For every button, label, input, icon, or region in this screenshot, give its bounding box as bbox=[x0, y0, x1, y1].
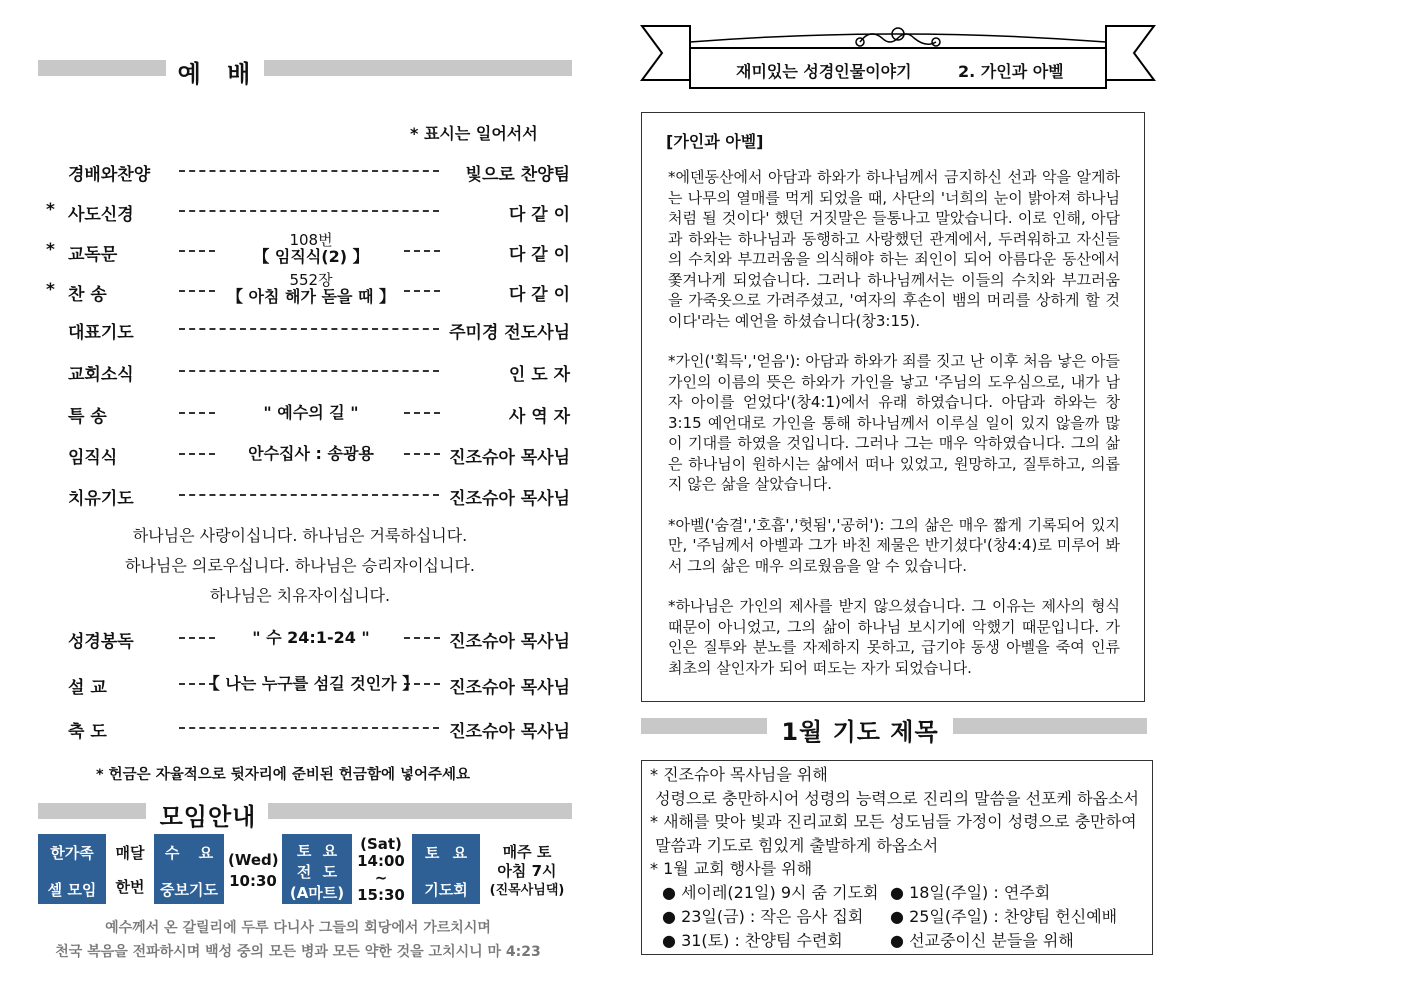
meeting-wednesday-time bbox=[228, 851, 278, 890]
meeting-cell-top: 토 요 bbox=[296, 842, 338, 860]
story-heading: [가인과 아벨] bbox=[666, 132, 764, 151]
story-paragraph: *하나님은 가인의 제사를 받지 않으셨습니다. 그 이유는 제사의 형식 때문이 아니었고, 그의 삶이 하나님 보시기에 악했기 때문입니다. 가인은 질투와 분노를 자제하지 못하고, 급기야 동생 아벨을 죽여 인류 최초의 살인자가 되어 떠도는 자가 되었습니다. bbox=[668, 597, 1120, 677]
bullet-icon: ● bbox=[662, 883, 676, 902]
service-item-number: 552장 bbox=[289, 271, 333, 289]
service-item-leader: 진조슈아 목사님 bbox=[449, 448, 570, 468]
prayer-event: 선교중이신 분들을 위해 bbox=[909, 931, 1074, 950]
service-item-label: 임직식 bbox=[68, 448, 118, 468]
service-item-detail: " 예수의 길 " bbox=[263, 403, 359, 422]
service-item-leader: 진조슈아 목사님 bbox=[449, 722, 570, 742]
worship-title-bar-left bbox=[38, 60, 166, 76]
service-item-label: 찬 송 bbox=[68, 285, 107, 305]
standing-marker: * bbox=[46, 240, 55, 260]
meeting-time-line: 아침 7시 bbox=[497, 862, 557, 880]
service-item-detail: 【 임직식(2) 】 bbox=[253, 247, 369, 266]
story-paragraph: *에덴동산에서 아담과 하와가 하나님께서 금지하신 선과 악을 알게하는 나무의 열매를 먹게 되었을 때, 사단의 '너희의 눈이 밝아져 하나님처럼 될 것이다' 했던 거짓말은 들통나고 말았습니다. 이로 인해, 아담과 하와는 하나님과 동행하고 사랑했던 관계에서, 두려워하고 자신들의 수치와 부끄러움을 의식해야 하는 죄인이 되어 아름다운 동산에서 쫓겨나게 되었습니다. 그러나 하나님께서는 이들의 수치와 부끄러움을 가죽옷으로 가려주셨고, '여자의 후손이 뱀의 머리를 상하게 할 것이다'라는 예언을 하셨습니다(창3:15). bbox=[668, 168, 1120, 330]
prayer-box bbox=[641, 760, 1153, 955]
meeting-saturday-time bbox=[354, 836, 408, 904]
meeting-cell-top: 토 요 bbox=[424, 844, 468, 862]
dashed-leader bbox=[179, 210, 439, 212]
prayer-title-bar-right bbox=[953, 718, 1147, 734]
service-item-detail: " 수 24:1-24 " bbox=[252, 628, 370, 647]
service-item-detail: 안수집사 : 송광용 bbox=[248, 444, 374, 463]
dashed-leader bbox=[179, 370, 439, 372]
meeting-time-line: (Sat) bbox=[360, 835, 402, 853]
meeting-cell-top: 한가족 bbox=[50, 844, 94, 862]
service-item-leader: 인 도 자 bbox=[508, 365, 570, 385]
standing-marker: * bbox=[46, 280, 55, 300]
meeting-time-line: 15:30 bbox=[357, 886, 405, 904]
meeting-cell-bottom: 중보기도 bbox=[160, 881, 218, 899]
meeting-time-line: (진목사님댁) bbox=[489, 883, 565, 898]
offering-note: * 헌금은 자율적으로 뒷자리에 준비된 헌금함에 넣어주세요 bbox=[96, 767, 471, 783]
meeting-family-cell bbox=[38, 834, 106, 904]
service-item-leader: 빛으로 찬양팀 bbox=[465, 165, 570, 185]
meeting-time-line: 매주 토 bbox=[502, 843, 552, 861]
bullet-icon: ● bbox=[662, 907, 676, 926]
service-row bbox=[46, 484, 570, 514]
prayer-event: 25일(주일) : 찬양팀 헌신예배 bbox=[909, 907, 1118, 926]
service-row bbox=[46, 627, 570, 657]
service-row bbox=[46, 443, 570, 473]
prayer-event-row bbox=[662, 929, 1074, 953]
story-paragraph: *아벨('숨결','호흡','헛됨','공허'): 그의 삶은 매우 짧게 기록되어 있지만, '주님께서 아벨과 그가 바친 제물은 반기셨다'(창4:4)로 미루어 봐서 그의 삶은 매우 의로웠음을 알 수 있습니다. bbox=[668, 515, 1120, 575]
prayer-line: 성령으로 충만하시어 성령의 능력으로 진리의 말씀을 선포케 하옵소서 bbox=[650, 788, 1139, 808]
story-body bbox=[668, 167, 1120, 698]
prayer-line: 말씀과 기도로 힘있게 출발하게 하옵소서 bbox=[650, 835, 939, 855]
service-row bbox=[46, 402, 570, 432]
prayer-event: 23일(금) : 작은 음사 집회 bbox=[681, 907, 864, 926]
service-item-leader: 진조슈아 목사님 bbox=[449, 678, 570, 698]
story-paragraph: *가인('획득','얻음'): 아담과 하와가 죄를 짓고 난 이후 처음 낳은 아들 가인의 이름의 뜻은 하와가 가인을 낳고 '주님의 도우심으로, 내가 남자 아이를 얻었다'(창4:1)에서 유래 하였습니다. 아담과 하와는 창3:15 예언대로 가인을 통해 하나님께서 이루실 일이 있지 않을까 많이 기대를 하였을 것입니다. 그러나 그는 매우 악하였습니다. 그의 삶은 하나님이 원하시는 삶에서 떠나 있었고, 원망하고, 질투하고, 의롭지 않은 삶을 살았습니다. bbox=[668, 352, 1120, 493]
prayer-list bbox=[650, 763, 1139, 881]
prayer-event-row bbox=[662, 881, 1051, 905]
service-item-label: 특 송 bbox=[68, 407, 107, 427]
service-item-leader: 진조슈아 목사님 bbox=[449, 632, 570, 652]
prayer-title: 1월 기도 제목 bbox=[781, 718, 939, 746]
service-item-leader: 주미경 전도사님 bbox=[449, 323, 570, 343]
story-box bbox=[641, 112, 1145, 702]
service-row bbox=[46, 200, 570, 230]
meeting-time-line: 10:30 bbox=[229, 872, 277, 890]
prayer-line: * 새해를 맞아 빛과 진리교회 모든 성도님들 가정이 성령으로 충만하여 bbox=[650, 812, 1137, 832]
service-row bbox=[46, 673, 570, 703]
meeting-saturday-outreach-cell bbox=[282, 834, 352, 904]
worship-title: 예 배 bbox=[177, 60, 253, 88]
meeting-time-line: 한번 bbox=[115, 878, 145, 896]
service-row bbox=[46, 160, 570, 190]
service-item-label: 대표기도 bbox=[68, 323, 134, 343]
meeting-time-line: 매달 bbox=[115, 844, 145, 862]
prayer-event: 18일(주일) : 연주회 bbox=[909, 883, 1051, 902]
meeting-family-time bbox=[108, 844, 152, 896]
meeting-wednesday-cell bbox=[154, 834, 224, 904]
standing-note: * 표시는 일어서서 bbox=[410, 124, 538, 143]
bullet-icon: ● bbox=[662, 931, 676, 950]
banner-series-title: 재미있는 성경인물이야기 bbox=[736, 62, 912, 81]
worship-title-bar-right bbox=[264, 60, 572, 76]
service-item-leader: 다 같 이 bbox=[508, 285, 570, 305]
bullet-icon: ● bbox=[890, 931, 904, 950]
meeting-cell-top: 수 요 bbox=[164, 844, 214, 862]
service-item-label: 치유기도 bbox=[68, 489, 134, 509]
dashed-leader bbox=[179, 727, 439, 729]
meetings-title-bar-left bbox=[38, 803, 146, 819]
service-row bbox=[46, 318, 570, 348]
meeting-time-line: (Wed) bbox=[228, 851, 279, 869]
service-item-label: 설 교 bbox=[68, 678, 107, 698]
meeting-cell-bottom: 셀 모임 bbox=[47, 881, 97, 899]
meeting-time-line: ~ bbox=[374, 869, 388, 887]
service-item-leader: 진조슈아 목사님 bbox=[449, 489, 570, 509]
bullet-icon: ● bbox=[890, 907, 904, 926]
praise-line: 하나님은 의로우십니다. 하나님은 승리자이십니다. bbox=[124, 556, 475, 575]
dashed-leader bbox=[179, 494, 439, 496]
service-item-label: 경배와찬양 bbox=[68, 165, 151, 185]
dashed-leader bbox=[179, 328, 439, 330]
service-item-detail: 【 아침 해가 돋을 때 】 bbox=[226, 287, 396, 306]
standing-marker: * bbox=[46, 200, 55, 220]
service-item-label: 성경봉독 bbox=[68, 632, 134, 652]
service-item-label: 사도신경 bbox=[68, 205, 134, 225]
praise-line: 하나님은 사랑이십니다. 하나님은 거룩하십니다. bbox=[132, 526, 468, 545]
service-row bbox=[46, 231, 570, 270]
meetings-title: 모임안내 bbox=[159, 803, 257, 831]
banner-episode-title: 2. 가인과 아벨 bbox=[958, 62, 1064, 81]
service-item-leader: 다 같 이 bbox=[508, 245, 570, 265]
meeting-cell-bottom: (A마트) bbox=[289, 884, 345, 902]
service-item-leader: 다 같 이 bbox=[508, 205, 570, 225]
service-row bbox=[46, 360, 570, 390]
dashed-leader bbox=[179, 170, 439, 172]
service-item-label: 축 도 bbox=[68, 722, 107, 742]
prayer-line: * 진조슈아 목사님을 위해 bbox=[650, 765, 828, 784]
meeting-time-line: 14:00 bbox=[357, 852, 405, 870]
verse-line: 천국 복음을 전파하시며 백성 중의 모든 병과 모든 약한 것을 고치시니 마 4:23 bbox=[55, 944, 541, 960]
prayer-title-bar-left bbox=[641, 718, 767, 734]
service-item-number: 108번 bbox=[289, 231, 333, 249]
service-item-label: 교회소식 bbox=[68, 365, 134, 385]
prayer-events bbox=[662, 881, 1118, 953]
meeting-saturday-prayer-cell bbox=[412, 834, 480, 904]
prayer-line: * 1월 교회 행사를 위해 bbox=[650, 859, 813, 879]
meeting-cell-bottom: 기도회 bbox=[424, 881, 468, 899]
prayer-event: 31(토) : 찬양팀 수련회 bbox=[681, 931, 843, 950]
service-item-label: 교독문 bbox=[68, 245, 118, 265]
bullet-icon: ● bbox=[890, 883, 904, 902]
praise-line: 하나님은 치유자이십니다. bbox=[209, 586, 391, 605]
service-row bbox=[46, 717, 570, 747]
service-item-leader: 사 역 자 bbox=[508, 407, 570, 427]
verse-line: 예수께서 온 갈릴리에 두루 다니사 그들의 회당에서 가르치시며 bbox=[105, 920, 491, 936]
meetings-title-bar-right bbox=[268, 803, 572, 819]
meeting-saturday-prayer-time bbox=[484, 843, 570, 900]
meeting-cell-mid: 전 도 bbox=[296, 863, 338, 881]
prayer-event-row bbox=[662, 905, 1118, 929]
prayer-event: 세이레(21일) 9시 줌 기도회 bbox=[681, 883, 879, 902]
service-item-detail: 【 나는 누구를 섬길 것인가 】 bbox=[203, 674, 419, 693]
service-row bbox=[46, 271, 570, 310]
